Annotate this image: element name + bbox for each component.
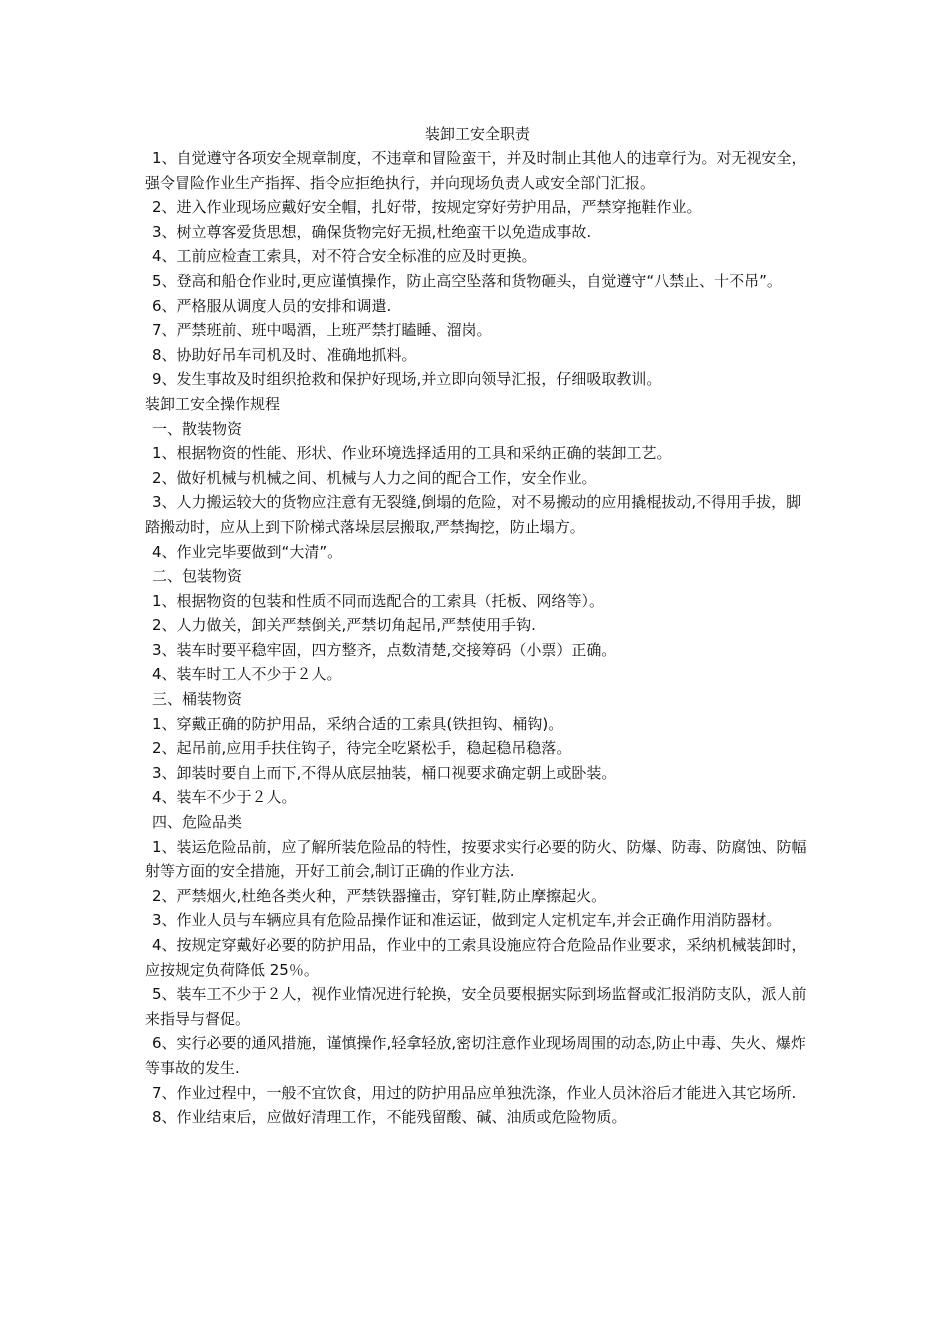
section-packaged <box>145 564 810 687</box>
section-item: 1、根据物资的包装和性质不同而选配合的工索具（托板、网络等）。 <box>152 591 605 610</box>
section-item: 2、人力做关，卸关严禁倒关,严禁切角起吊,严禁使用手钩. <box>152 616 536 635</box>
section-title: 二、包装物资 <box>152 567 243 586</box>
section-title: 三、桶装物资 <box>152 690 243 709</box>
duty-item: 3、树立尊客爱货思想，确保货物完好无损,杜绝蛮干以免造成事故. <box>152 222 592 241</box>
section-item: 4、按规定穿戴好必要的防护用品，作业中的工索具设施应符合危险品作业要求，采纳机械装卸时，应按规定负荷降低 25％。 <box>145 936 807 979</box>
section-item: 7、作业过程中，一般不宜饮食，用过的防护用品应单独洗涤，作业人员沐浴后才能进入其它场所. <box>152 1083 797 1102</box>
section-item: 4、作业完毕要做到“大清”。 <box>152 542 343 561</box>
duty-item: 6、严格服从调度人员的安排和调遣. <box>152 296 392 315</box>
section-item: 4、装车不少于２人。 <box>152 788 297 807</box>
section-item: 4、装车时工人不少于２人。 <box>152 665 342 684</box>
section-hazardous <box>145 810 810 1130</box>
rules-title: 装卸工安全操作规程 <box>145 394 281 413</box>
section-item: 1、穿戴正确的防护用品，采纳合适的工索具(铁担钩、桶钩)。 <box>152 714 564 733</box>
section-item: 2、起吊前,应用手扶住钩子，待完全吃紧松手，稳起稳吊稳落。 <box>152 739 572 758</box>
section-item: 6、实行必要的通风措施，谨慎操作,轻拿轻放,密切注意作业现场周围的动态,防止中毒、失火、爆炸等事故的发生. <box>145 1034 806 1077</box>
section-item: 3、卸装时要自上而下,不得从底层抽装，桶口视要求确定朝上或卧装。 <box>152 763 617 782</box>
duties-list <box>145 146 810 392</box>
duty-item: 7、严禁班前、班中喝酒，上班严禁打瞌睡、溜岗。 <box>152 321 492 340</box>
section-item: 8、作业结束后，应做好清理工作，不能残留酸、碱、油质或危险物质。 <box>152 1108 627 1127</box>
section-item: 3、装车时要平稳牢固，四方整齐，点数清楚,交接筹码（小票）正确。 <box>152 640 617 659</box>
section-title: 四、危险品类 <box>152 813 243 832</box>
section-item: 2、做好机械与机械之间、机械与人力之间的配合工作，安全作业。 <box>152 468 597 487</box>
duty-item: 9、发生事故及时组织抢救和保护好现场,并立即向领导汇报，仔细吸取教训。 <box>152 370 662 389</box>
duty-item: 5、登高和船仓作业时,更应谨慎操作，防止高空坠落和货物砸头，自觉遵守“八禁止、十不吊”。 <box>152 271 782 290</box>
section-barrel <box>145 687 810 810</box>
section-item: 3、作业人员与车辆应具有危险品操作证和准运证，做到定人定机定车,并会正确作用消防器材。 <box>152 911 782 930</box>
section-item: 5、装车工不少于２人，视作业情况进行轮换，安全员要根据实际到场监督或汇报消防支队，派人前来指导与督促。 <box>145 985 807 1028</box>
duty-item: 1、自觉遵守各项安全规章制度，不违章和冒险蛮干，并及时制止其他人的违章行为。对无视安全，强令冒险作业生产指挥、指令应拒绝执行，并向现场负责人或安全部门汇报。 <box>145 149 807 192</box>
document-title: 装卸工安全职责 <box>424 125 530 143</box>
duty-item: 8、协助好吊车司机及时、准确地抓料。 <box>152 345 417 364</box>
section-title: 一、散装物资 <box>152 419 243 438</box>
document-page <box>145 124 810 1130</box>
section-bulk <box>145 417 810 565</box>
section-item: 2、严禁烟火,杜绝各类火种，严禁铁器撞击，穿钉鞋,防止摩擦起火。 <box>152 886 607 905</box>
section-item: 3、人力搬运较大的货物应注意有无裂缝,倒塌的危险，对不易搬动的应用撬棍拔动,不得用手拔，脚踏搬动时，应从上到下阶梯式落垛层层搬取,严禁掏挖，防止塌方。 <box>145 493 802 536</box>
section-item: 1、装运危险品前，应了解所装危险品的特性，按要求实行必要的防火、防爆、防毒、防腐蚀、防幅射等方面的安全措施，开好工前会,制订正确的作业方法. <box>145 837 807 881</box>
duty-item: 2、进入作业现场应戴好安全帽，扎好带，按规定穿好劳护用品，严禁穿拖鞋作业。 <box>152 198 702 217</box>
duty-item: 4、工前应检查工索具，对不符合安全标准的应及时更换。 <box>152 247 537 266</box>
section-item: 1、根据物资的性能、形状、作业环境选择适用的工具和采纳正确的装卸工艺。 <box>152 444 672 463</box>
